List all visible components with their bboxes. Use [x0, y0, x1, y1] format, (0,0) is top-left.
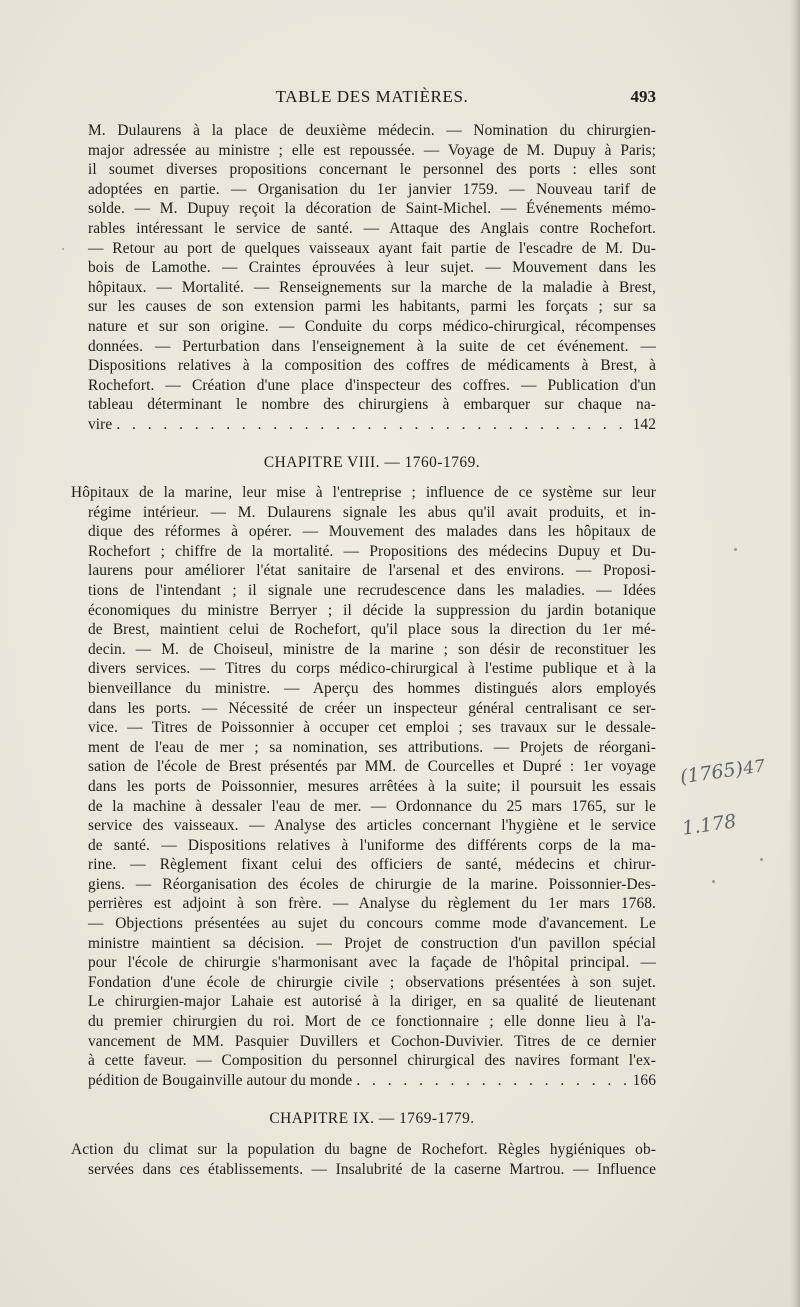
- text-line: solde. — M. Dupuy reçoit la décoration de Saint-Michel. — Événements mémo-: [88, 200, 656, 218]
- text-line: bois de Lamothe. — Craintes éprouvées à leur sujet. — Mouvement dans les: [88, 259, 656, 277]
- handwritten-margin-note: ·47: [736, 756, 767, 780]
- text-line: divers services. — Titres du corps médico-chirurgical à l'estime publique et à la: [88, 660, 656, 678]
- text-line: service des vaisseaux. — Analyse des articles concernant l'hygiène et le service: [88, 817, 656, 835]
- text-line: dans les ports. — Nécessité de créer un inspecteur général centralisant ce ser-: [88, 699, 656, 717]
- text-line: Rochefort. — Création d'une place d'inspecteur des coffres. — Publication d'un: [88, 376, 656, 394]
- text-line: vancement de MM. Pasquier Duvillers et Cochon-Duvivier. Titres de ce dernier: [88, 1032, 656, 1050]
- chapter-heading: CHAPITRE VIII. — 1760-1769.: [263, 454, 481, 471]
- toc-last-text: vire: [88, 415, 113, 433]
- ink-speck: [734, 548, 737, 551]
- toc-entry-chapter9: [71, 1140, 656, 1179]
- text-line: adoptées en partie. — Organisation du 1er janvier 1759. — Nouveau tarif de: [88, 180, 656, 198]
- text-line: rables intéressant le service de santé. — Attaque des Anglais contre Rochefort.: [88, 219, 656, 237]
- text-line: sur les causes de son extension parmi les habitants, parmi les forçats ; sur sa: [88, 298, 656, 316]
- text-line: — Objections présentées au sujet du concours comme mode d'avancement. Le: [88, 915, 656, 933]
- text-line: ministre maintient sa décision. — Projet de construction d'un pavillon spécial: [88, 934, 656, 952]
- text-line: du premier chirurgien du roi. Mort de ce fonctionnaire ; elle donne lieu à l'a-: [88, 1013, 656, 1031]
- running-head: [88, 87, 656, 109]
- text-line: nature et sur son origine. — Conduite du corps médico-chirurgical, récompenses: [88, 317, 656, 335]
- toc-entry-chapter7-continued: [88, 121, 656, 435]
- text-line: dique des réformes à opérer. — Mouvement des malades dans les hôpitaux de: [88, 523, 656, 541]
- page-number: 493: [630, 87, 656, 106]
- text-line: Le chirurgien-major Lahaie est autorisé à la diriger, en sa qualité de lieutenant: [88, 993, 656, 1011]
- text-line: sation de l'école de Brest présentés par MM. de Courcelles et Dupré : 1er voyage: [88, 758, 656, 776]
- dot-leader: [116, 415, 628, 435]
- chapter-heading: CHAPITRE IX. — 1769-1779.: [269, 1110, 475, 1127]
- text-line: économiques du ministre Berryer ; il décide la suppression du jardin botanique: [88, 601, 656, 619]
- text-line: il soumet diverses propositions concernant le personnel des ports : elles sont: [88, 161, 656, 179]
- text-line: Dispositions relatives à la composition des coffres de médicaments à Brest, à: [88, 357, 656, 375]
- text-line: laurens pour améliorer l'état sanitaire de l'arsenal et des environs. — Proposi-: [88, 562, 656, 580]
- text-line: bienveillance du ministre. — Aperçu des hommes distingués alors employés: [88, 679, 656, 697]
- dot-leader: [356, 1071, 628, 1091]
- text-line: de la machine à dessaler l'eau de mer. — Ordonnance du 25 mars 1765, sur le: [88, 797, 656, 815]
- ink-speck: [712, 880, 715, 883]
- text-line: régime intérieur. — M. Dulaurens signale les abus qu'il avait produits, et in-: [88, 503, 656, 521]
- text-line: tableau déterminant le nombre des chirurgiens à embarquer sur chaque na-: [88, 396, 656, 414]
- handwritten-margin-note: 1.178: [680, 810, 738, 840]
- text-line: à cette faveur. — Composition du personnel chirurgical des navires formant l'ex-: [88, 1052, 656, 1070]
- text-line: ment de l'eau de mer ; sa nomination, ses attributions. — Projets de réorgani-: [88, 738, 656, 756]
- text-line: rine. — Règlement fixant celui des officiers de santé, médecins et chirur-: [88, 856, 656, 874]
- toc-page-ref: 166: [632, 1071, 656, 1089]
- text-line: dans les ports de Poissonnier, mesures arrêtées à la suite; il poursuit les essais: [88, 777, 656, 795]
- text-line: Fondation d'une école de chirurgie civile ; observations présentées à son sujet.: [88, 973, 656, 991]
- text-line: Hôpitaux de la marine, leur mise à l'entreprise ; influence de ce système sur leur: [71, 484, 656, 501]
- text-line: tions de l'intendant ; il signale une recrudescence dans les maladies. — Idées: [88, 581, 656, 599]
- text-line: Rochefort ; chiffre de la mortalité. — Propositions des médecins Dupuy et Du-: [88, 542, 656, 560]
- text-line: servées dans ces établissements. — Insalubrité de la caserne Martrou. — Influence: [88, 1160, 656, 1178]
- text-line: — Retour au port de quelques vaisseaux ayant fait partie de l'escadre de M. Du-: [88, 239, 656, 257]
- text-line: vice. — Titres de Poissonnier à occuper cet emploi ; ses travaux sur le dessale-: [88, 719, 656, 737]
- ink-speck: [62, 248, 64, 250]
- text-line: perrières est adjoint à son frère. — Analyse du règlement du 1er mars 1768.: [88, 895, 656, 913]
- toc-entry-chapter8: [71, 483, 656, 1090]
- handwritten-margin-note: (1765): [678, 757, 745, 789]
- ink-speck: [760, 858, 763, 861]
- text-line: hôpitaux. — Mortalité. — Renseignements sur la marche de la maladie à Brest,: [88, 278, 656, 296]
- text-line: de Brest, maintient celui de Rochefort, qu'il place sous la direction du 1er mé-: [88, 621, 656, 639]
- text-line: Action du climat sur la population du bagne de Rochefort. Règles hygiéniques ob-: [71, 1141, 656, 1158]
- page-edge: [790, 0, 800, 1307]
- text-line: pour l'école de chirurgie s'harmonisant avec la façade de l'hôpital principal. —: [88, 954, 656, 972]
- toc-leader-line: [88, 415, 656, 435]
- text-line: major adressée au ministre ; elle est repoussée. — Voyage de M. Dupuy à Paris;: [88, 141, 656, 159]
- toc-leader-line: [71, 1071, 656, 1091]
- text-line: giens. — Réorganisation des écoles de chirurgie de la marine. Poissonnier-Des-: [88, 875, 656, 893]
- toc-page-ref: 142: [632, 415, 656, 433]
- text-line: données. — Perturbation dans l'enseignement à la suite de cet événement. —: [88, 337, 656, 355]
- text-line: de santé. — Dispositions relatives à l'uniforme des différents corps de la ma-: [88, 836, 656, 854]
- toc-last-text: pédition de Bougainville autour du monde: [88, 1071, 353, 1089]
- running-title: TABLE DES MATIÈRES.: [275, 87, 469, 106]
- text-line: M. Dulaurens à la place de deuxième médecin. — Nomination du chirurgien-: [88, 122, 656, 139]
- text-line: decin. — M. de Choiseul, ministre de la marine ; son désir de reconstituer les: [88, 640, 656, 658]
